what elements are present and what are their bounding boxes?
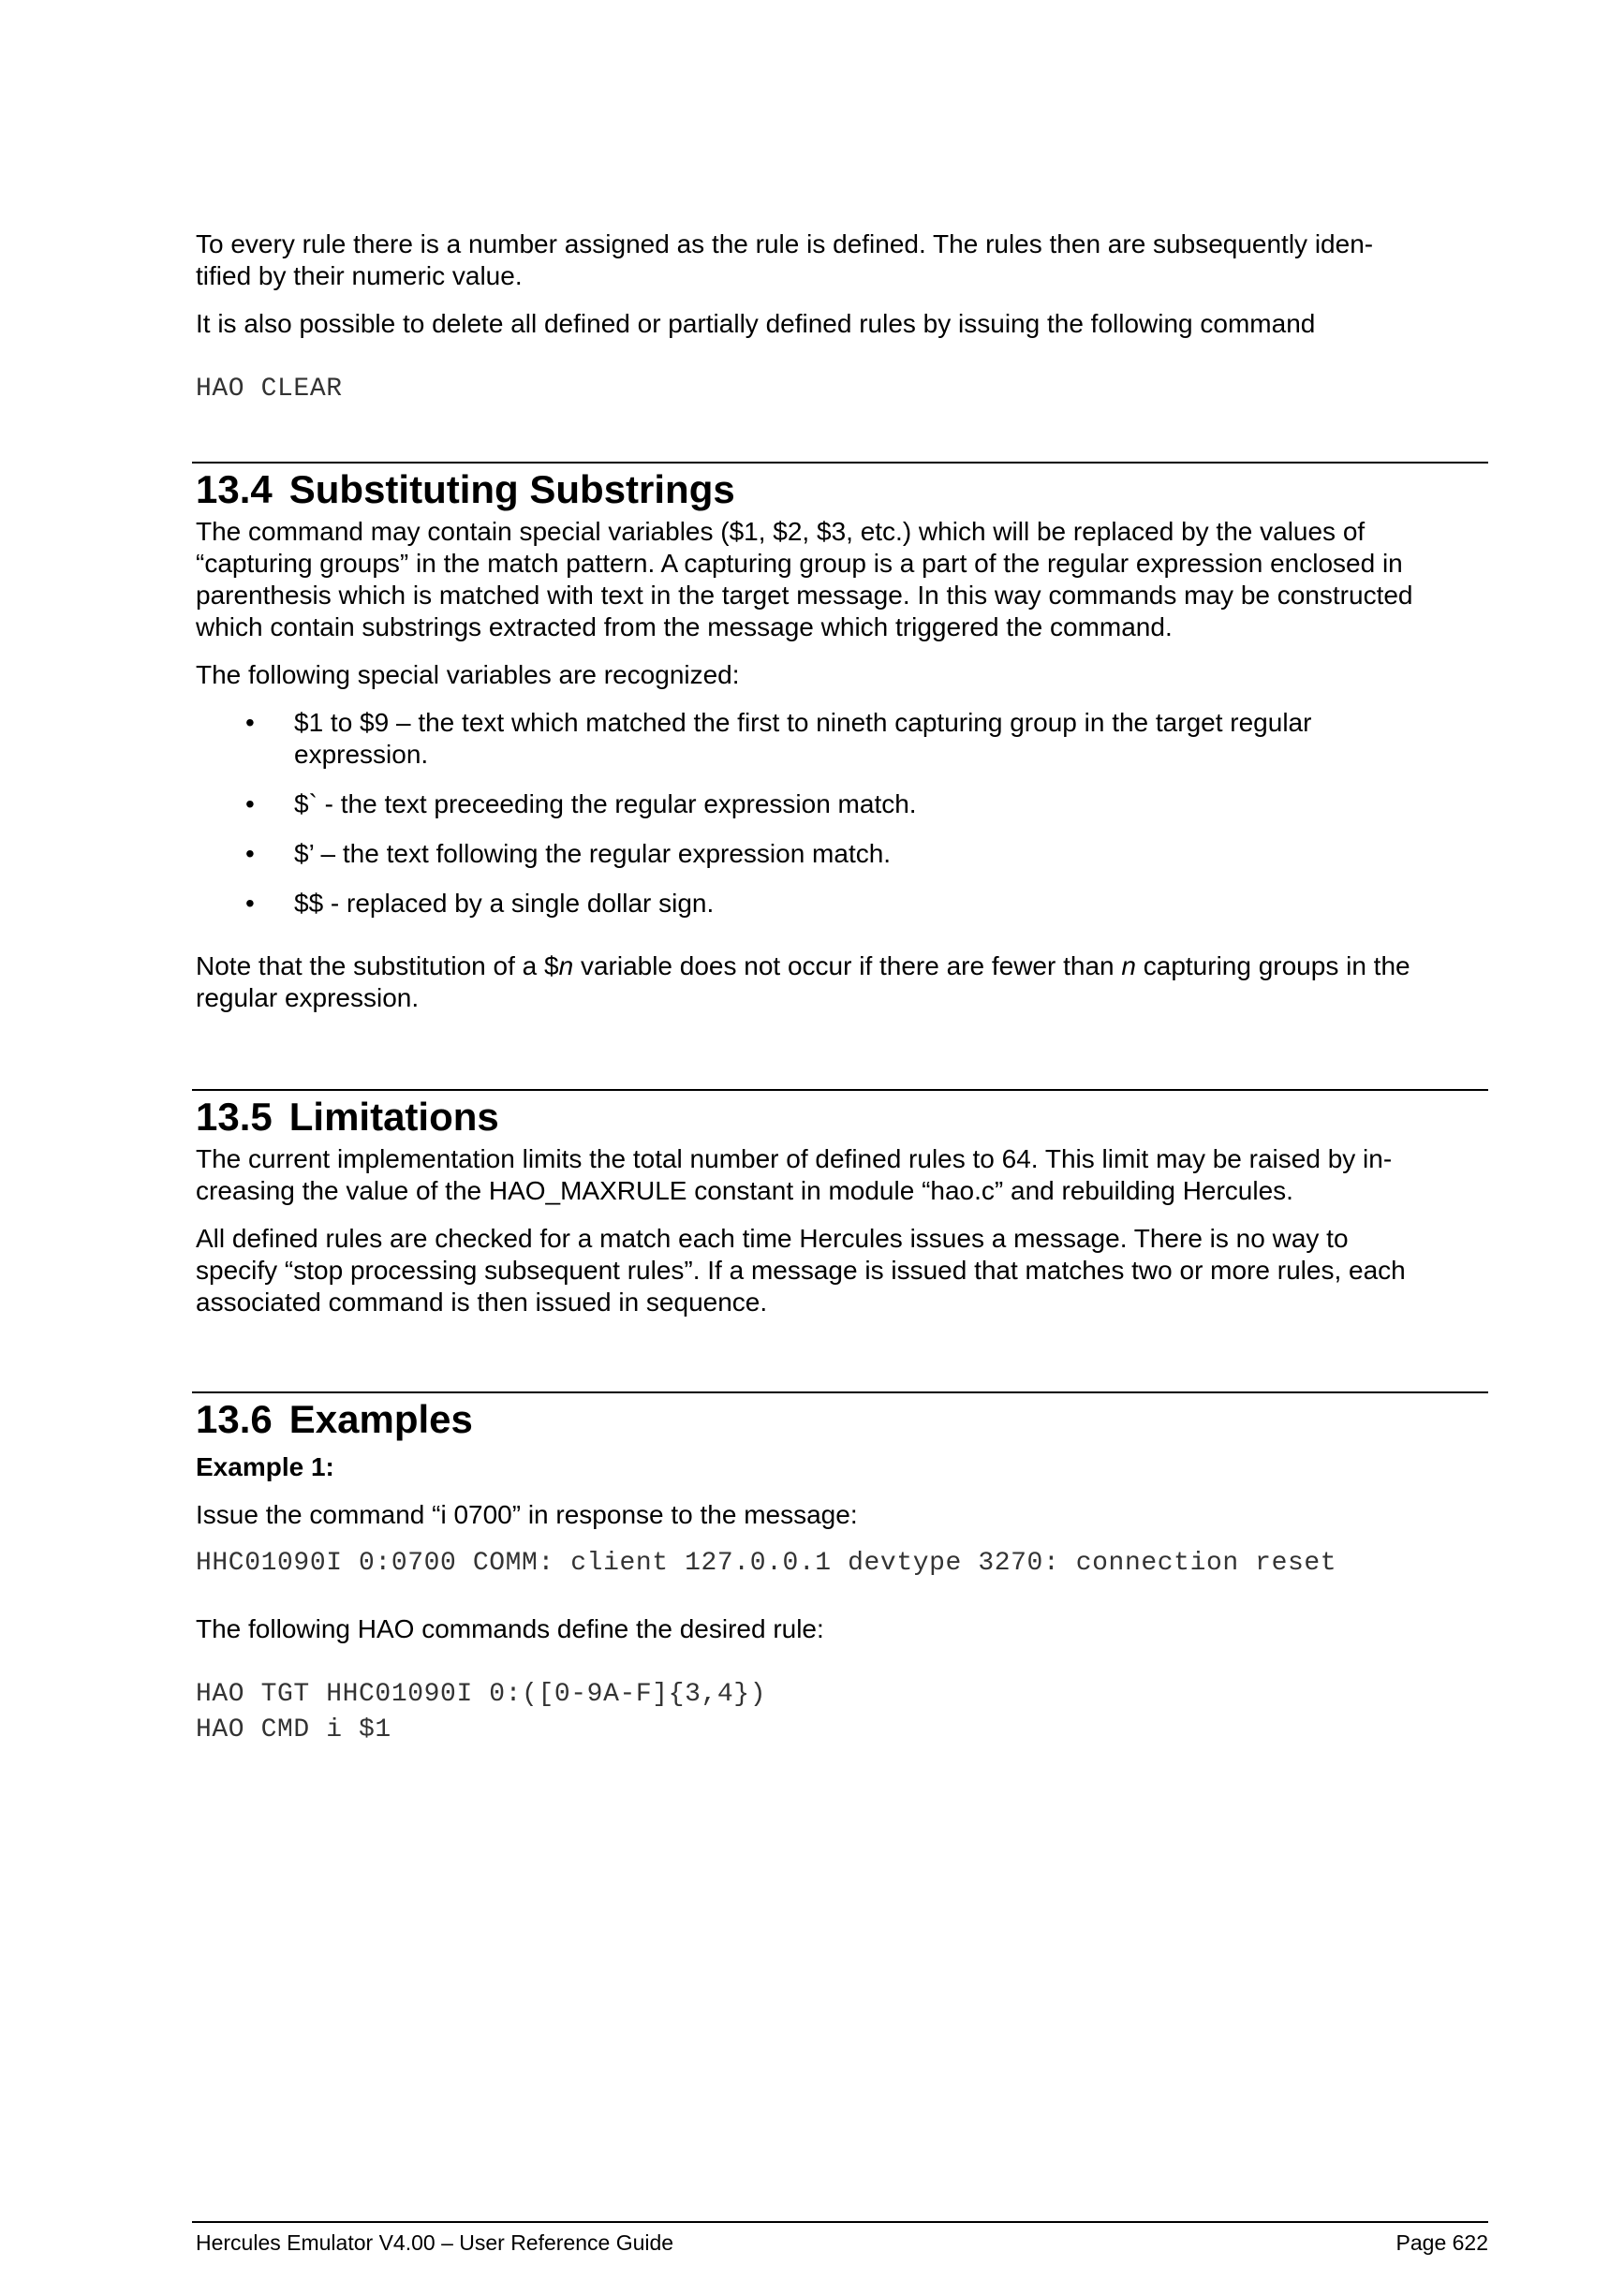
page-content [196,228,1488,1746]
code-hao-cmd: HAO CMD i $1 [196,1715,391,1744]
section-title: Examples [288,1397,473,1441]
code-hao-clear: HAO CLEAR [196,375,343,404]
note-text: variable does not occur if there are fewer than [573,951,1122,980]
section-13-6-paragraph-2: The following HAO commands define the desired rule: [196,1614,824,1643]
section-13-5-paragraph-2 [196,1223,1488,1318]
text-line: All defined rules are checked for a match each time Hercules issues a message. There is no way to [196,1224,1349,1253]
list-item-text: $` - the text preceeding the regular expression match. [294,789,917,818]
list-item [196,838,1488,870]
special-variables-list [196,707,1488,920]
text-line: creasing the value of the HAO_MAXRULE constant in module “hao.c” and rebuilding Hercules. [196,1176,1293,1205]
text-line: associated command is then issued in sequence. [196,1288,768,1317]
section-number: 13.5 [196,1095,273,1139]
list-item-text: $’ – the text following the regular expression match. [294,839,892,868]
section-number: 13.6 [196,1397,273,1441]
list-item-text: $1 to $9 – the text which matched the first to nineth capturing group in the target regular [294,708,1312,737]
note-text: Note that the substitution of a $ [196,951,559,980]
intro-paragraph-2: It is also possible to delete all defined or partially defined rules by issuing the following command [196,309,1316,338]
section-13-4-paragraph-2: The following special variables are recognized: [196,660,740,689]
section-heading-13-6 [196,1395,1488,1444]
list-item-text: $$ - replaced by a single dollar sign. [294,889,715,918]
section-13-4-paragraph-1 [196,516,1488,643]
text-line: The command may contain special variables ($1, $2, $3, etc.) which will be replaced by the values of [196,517,1366,546]
note-text: capturing groups in the [1135,951,1410,980]
list-item [196,788,1488,820]
text-line: parenthesis which is matched with text in the target message. In this way commands may be constructed [196,581,1413,610]
intro-line-2: tified by their numeric value. [196,261,523,290]
section-heading-13-5 [196,1093,1488,1141]
intro-paragraph-1 [196,228,1488,292]
code-hao-tgt: HAO TGT HHC01090I 0:([0-9A-F]{3,4}) [196,1680,767,1709]
note-text: regular expression. [196,983,420,1012]
code-example-message: HHC01090I 0:0700 COMM: client 127.0.0.1 devtype 3270: connection reset [196,1549,1337,1578]
text-line: The current implementation limits the total number of defined rules to 64. This limit may be raised by in- [196,1144,1393,1173]
bullet-icon: • [245,889,255,918]
bullet-icon: • [245,708,255,737]
section-13-6-paragraph-1: Issue the command “i 0700” in response to the message: [196,1500,858,1529]
list-item [196,707,1488,771]
page-footer [192,2221,1488,2256]
note-n-italic: n [1121,951,1136,980]
section-heading-13-4 [196,465,1488,514]
section-title: Substituting Substrings [288,467,735,511]
footer-page-number: Page 622 [1395,2230,1488,2255]
bullet-icon: • [245,789,255,818]
text-line: “capturing groups” in the match pattern. A capturing group is a part of the regular expression enclosed in [196,549,1403,578]
text-line: specify “stop processing subsequent rules”. If a message is issued that matches two or more rules, each [196,1256,1406,1285]
footer-title: Hercules Emulator V4.00 – User Reference Guide [196,2230,674,2255]
bullet-icon: • [245,839,255,868]
note-n-italic: n [558,951,574,980]
section-number: 13.4 [196,467,273,511]
intro-line-1: To every rule there is a number assigned as the rule is defined. The rules then are subsequently iden- [196,229,1374,258]
section-divider [192,1089,1488,1091]
section-title: Limitations [288,1095,499,1139]
section-divider [192,1391,1488,1393]
list-item [196,888,1488,920]
text-line: which contain substrings extracted from the message which triggered the command. [196,612,1173,641]
section-divider [192,462,1488,464]
section-13-4-note [196,950,1488,1014]
section-13-5-paragraph-1 [196,1143,1488,1207]
list-item-text: expression. [294,740,429,769]
example-label: Example 1: [196,1452,334,1481]
